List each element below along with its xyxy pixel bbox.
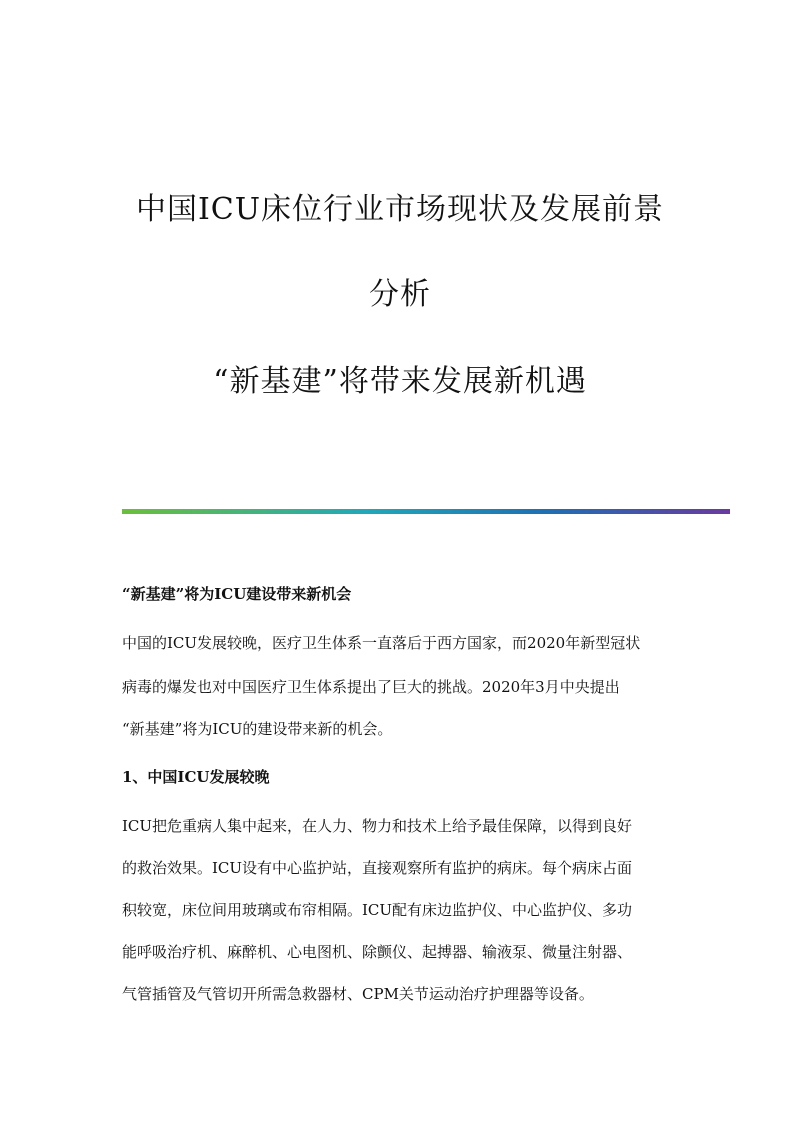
document-title-line-2: 分析	[369, 277, 431, 312]
paragraph-line: 积较宽，床位间用玻璃或布帘相隔。ICU配有床边监护仪、中心监护仪、多功	[122, 901, 633, 919]
paragraph-line: 气管插管及气管切开所需急救器材、CPM关节运动治疗护理器等设备。	[122, 985, 594, 1003]
section-heading-icu-late-development: 1、中国ICU发展较晚	[122, 768, 270, 786]
paragraph-line: 中国的ICU发展较晚，医疗卫生体系一直落后于西方国家，而2020年新型冠状	[122, 634, 641, 652]
paragraph-line: 的救治效果。ICU设有中心监护站，直接观察所有监护的病床。每个病床占面	[122, 859, 633, 877]
paragraph-line: 病毒的爆发也对中国医疗卫生体系提出了巨大的挑战。2020年3月中央提出	[122, 678, 620, 696]
section-heading-new-infrastructure: “新基建”将为ICU建设带来新机会	[122, 585, 352, 603]
paragraph-line: 能呼吸治疗机、麻醉机、心电图机、除颤仪、起搏器、输液泵、微量注射器、	[122, 943, 633, 961]
gradient-divider	[122, 509, 730, 514]
paragraph-line: “新基建”将为ICU的建设带来新的机会。	[122, 720, 393, 738]
document-title-line-1: 中国ICU床位行业市场现状及发展前景	[135, 192, 665, 227]
paragraph-line: ICU把危重病人集中起来，在人力、物力和技术上给予最佳保障，以得到良好	[122, 817, 633, 835]
document-subtitle: “新基建”将带来发展新机遇	[213, 364, 587, 399]
